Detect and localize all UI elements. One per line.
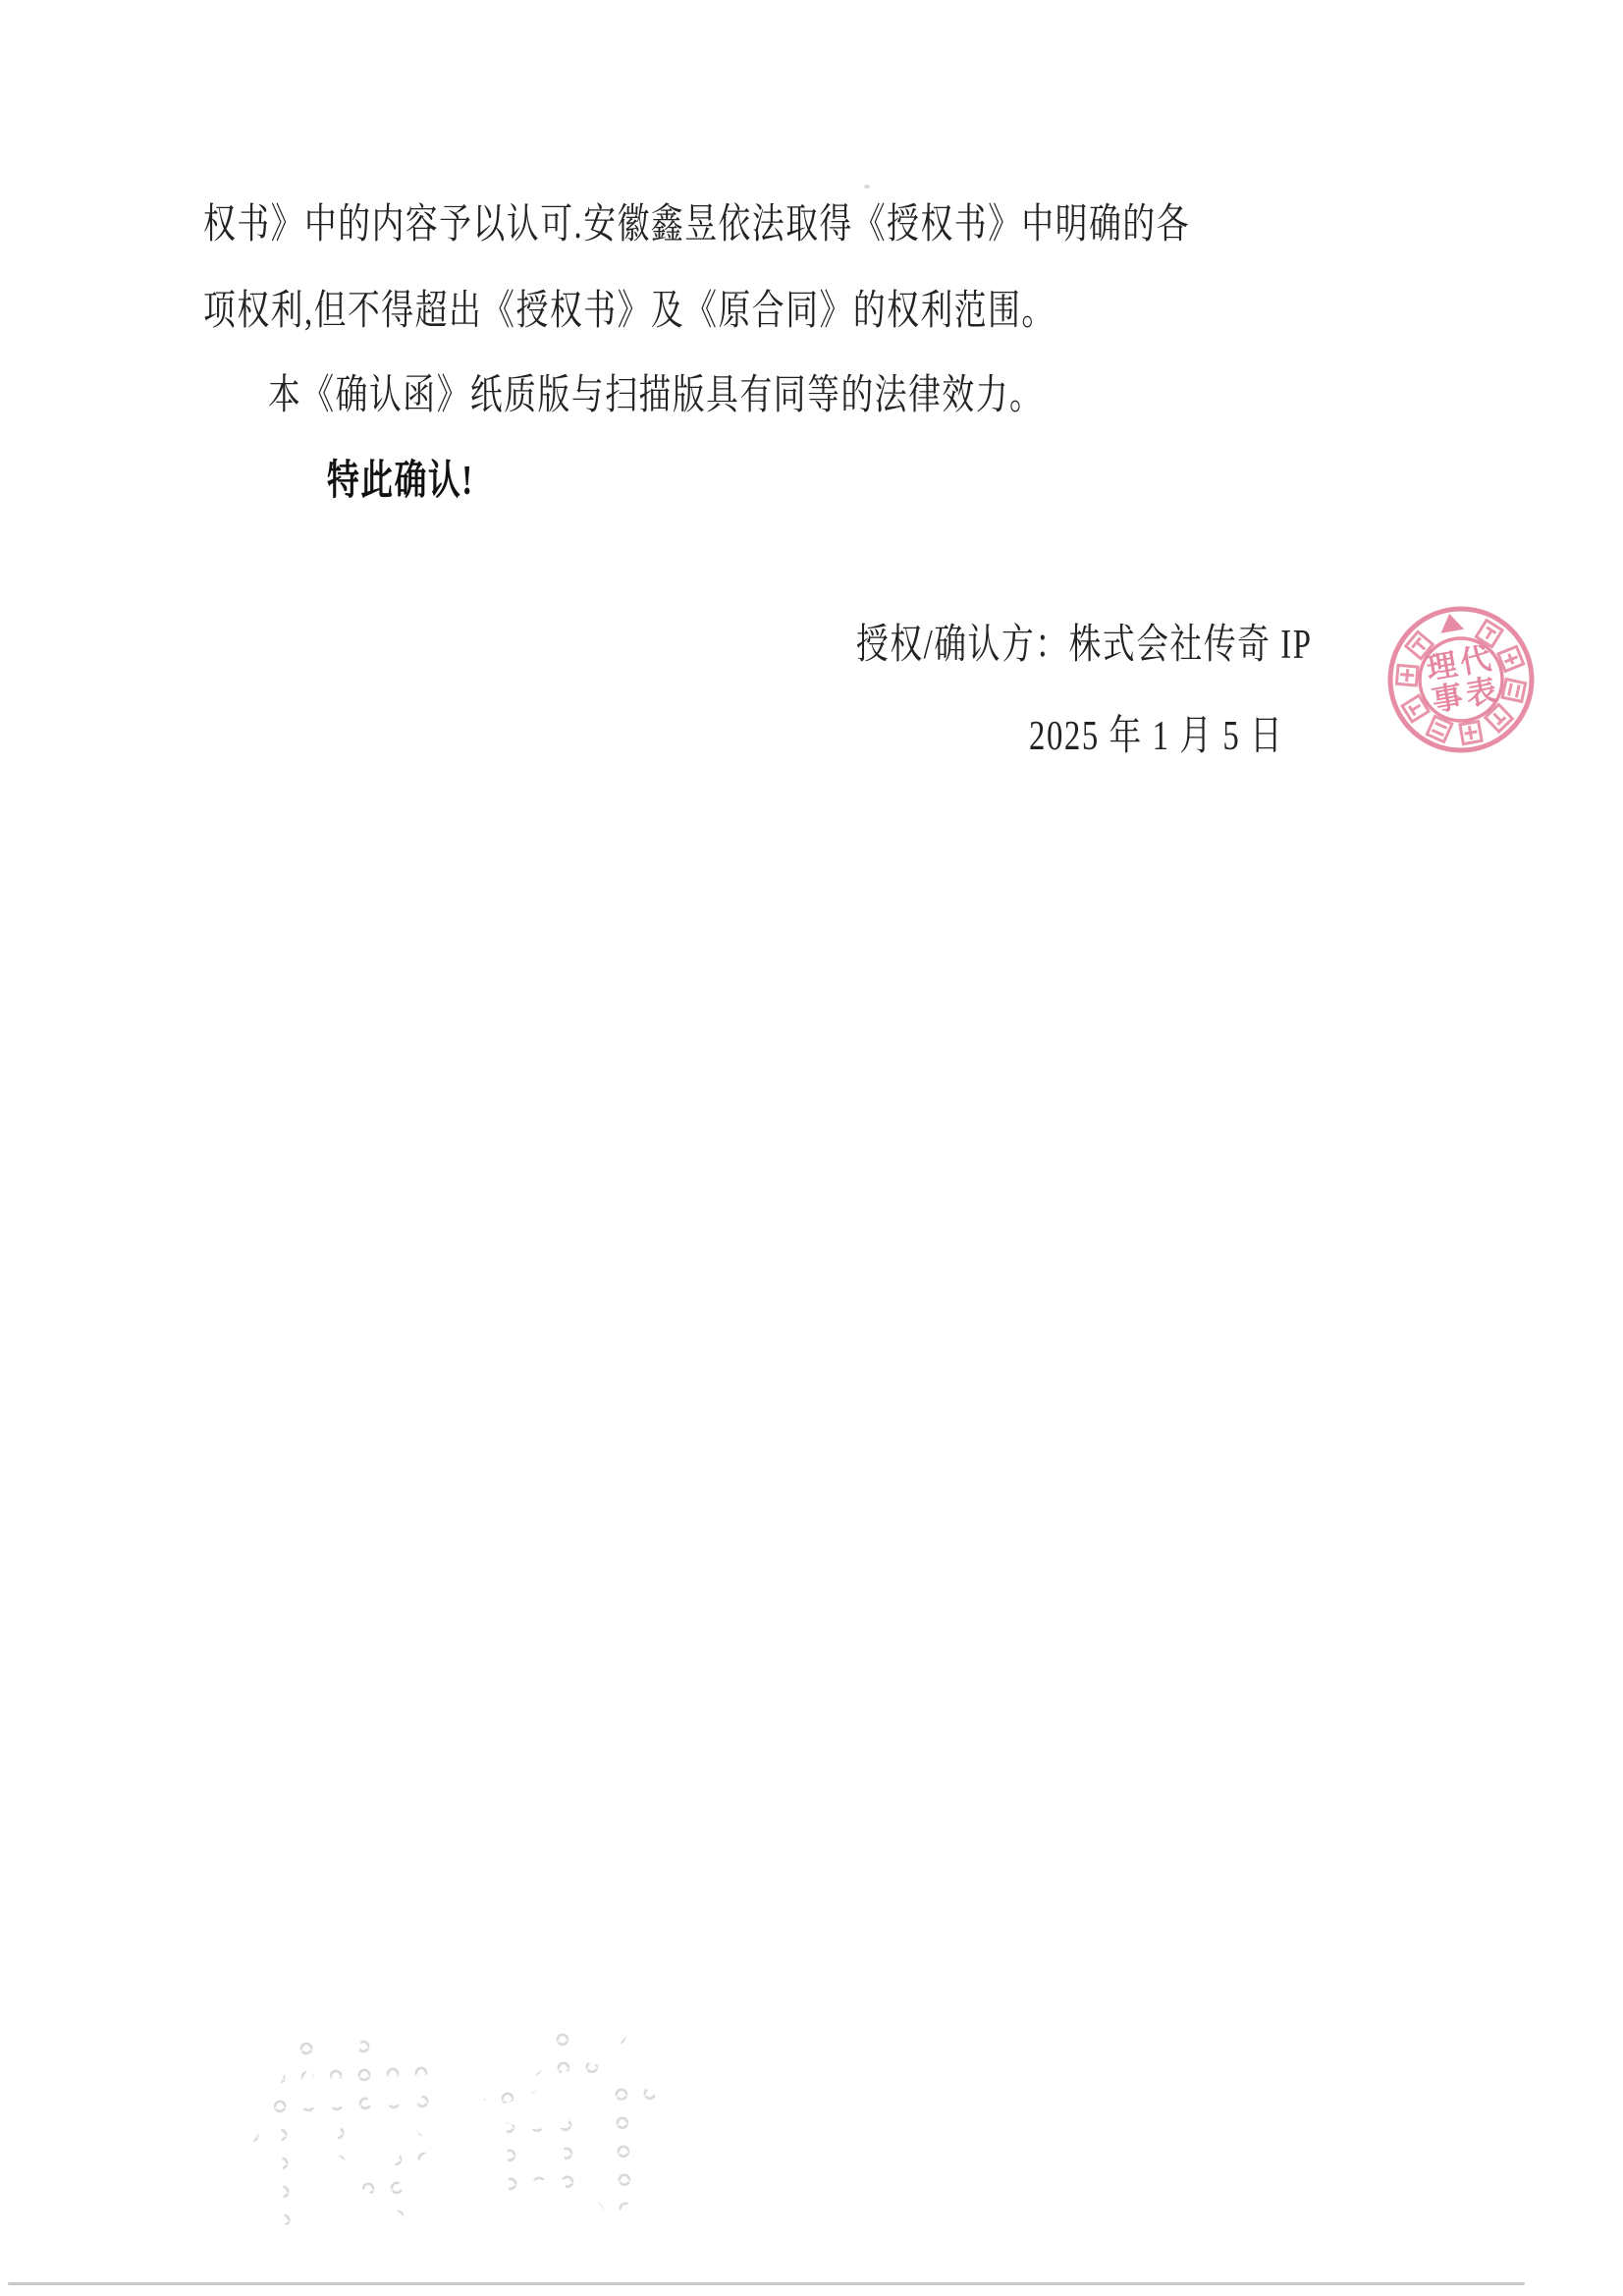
body-text-line-3: 本《确认函》纸质版与扫描版具有同等的法律效力。 <box>268 373 1044 418</box>
body-text-line-2: 项权利,但不得超出《授权书》及《原合同》的权利范围。 <box>203 289 1055 334</box>
seal-char-bottom-right: 表 <box>1463 673 1499 713</box>
closing-statement: 特此确认! <box>327 459 474 504</box>
watermark-graphic <box>243 2005 705 2251</box>
seal-char-top-right: 代 <box>1457 640 1494 681</box>
seal-char-top-left: 理 <box>1424 646 1460 686</box>
date-line: 2025 年 1 月 5 日 <box>1029 714 1284 759</box>
perforated-watermark <box>243 2005 705 2251</box>
scan-bottom-edge-line <box>8 2282 1525 2285</box>
watermark-text: 传奇 <box>247 2013 693 2251</box>
company-seal-stamp <box>1370 588 1551 770</box>
seal-inner-characters <box>1424 641 1499 718</box>
seal-char-bottom-left: 事 <box>1429 679 1466 719</box>
seal-graphic <box>1370 588 1551 770</box>
body-text-line-1: 权书》中的内容予以认可.安徽鑫昱依法取得《授权书》中明确的各 <box>203 202 1191 247</box>
seal-triangle-marker <box>1437 612 1464 633</box>
signature-party-line: 授权/确认方：株式会社传奇 IP <box>856 623 1313 668</box>
scan-noise-speck <box>864 185 870 189</box>
